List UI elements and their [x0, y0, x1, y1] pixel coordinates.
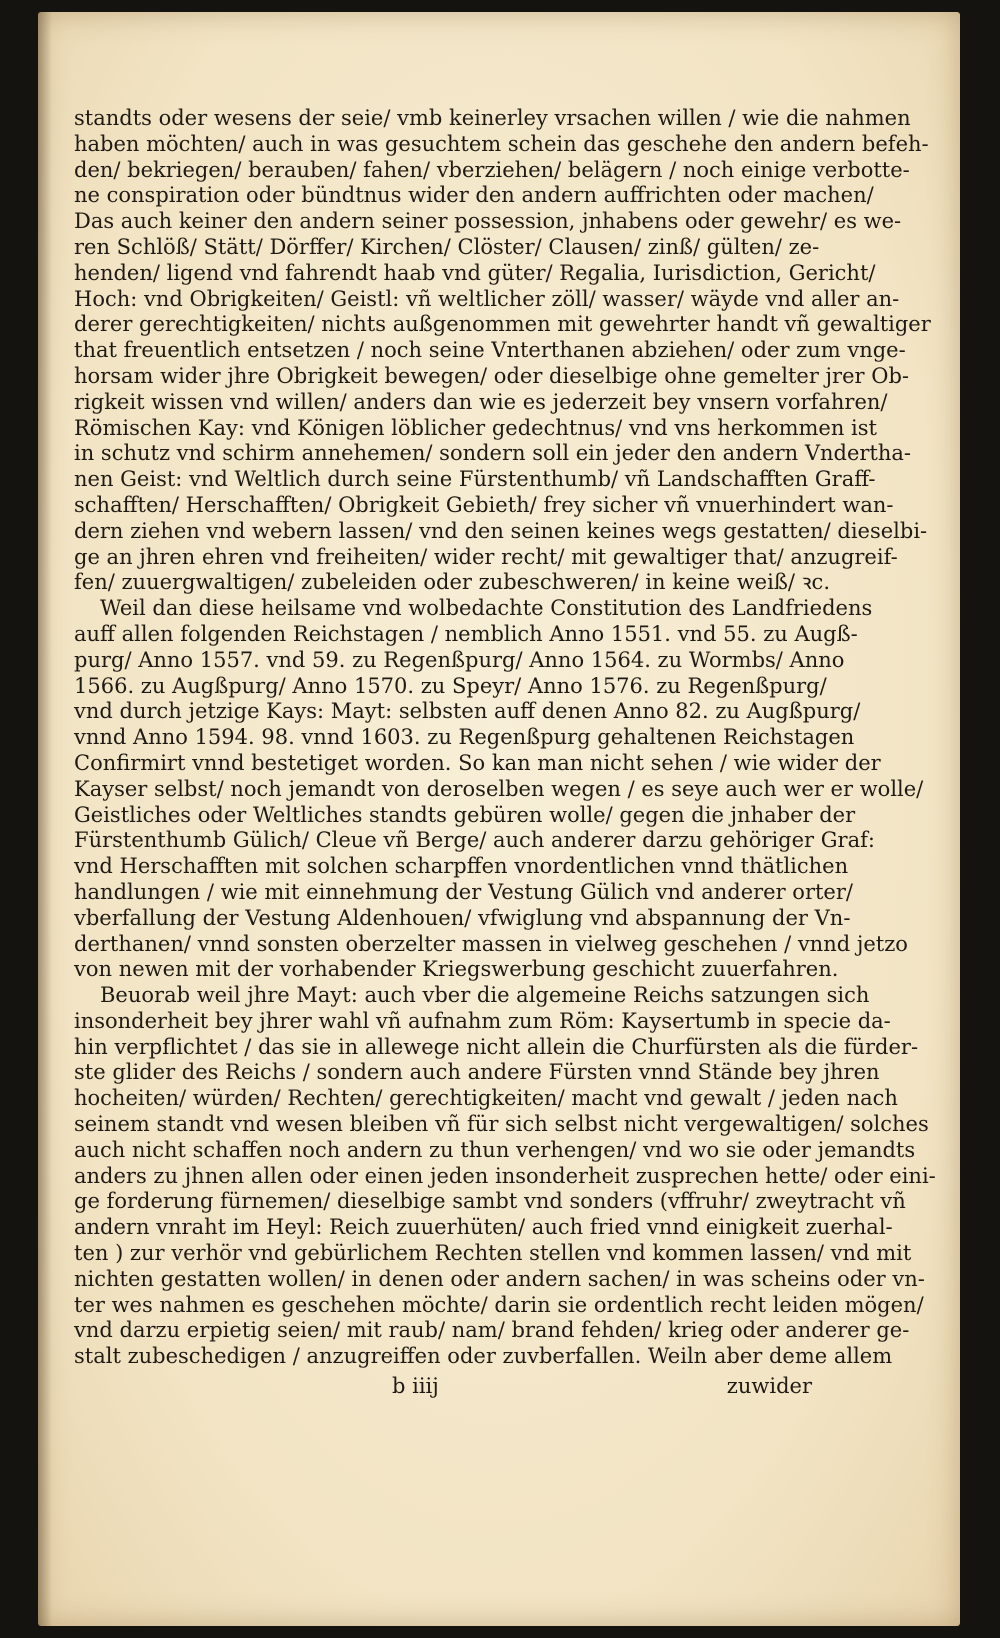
- text-line: auch nicht schaffen noch andern zu thun verhengen/ vnd wo sie oder jemandts: [74, 1137, 916, 1162]
- text-line: vnd darzu erpietig seien/ mit raub/ nam/ brand fehden/ krieg oder anderer ge-: [74, 1318, 910, 1343]
- text-line: Weil dan diese heilsame vnd wolbedachte Constitution des Landfriedens: [100, 596, 873, 621]
- text-line: ren Schlöß/ Stätt/ Dörffer/ Kirchen/ Clöster/ Clausen/ zinß/ gülten/ ze-: [74, 234, 820, 259]
- text-line: vberfallung der Vestung Aldenhouen/ vfwiglung vnd abspannung der Vn-: [74, 905, 851, 930]
- text-line: henden/ ligend vnd fahrendt haab vnd güter/ Regalia, Iurisdiction, Gericht/: [74, 260, 876, 285]
- text-line: ter wes nahmen es geschehen möchte/ darin sie ordentlich recht leiden mögen/: [74, 1292, 924, 1317]
- text-line: standts oder wesens der seie/ vmb keinerley vrsachen willen / wie die nahmen: [74, 106, 911, 130]
- book-page: [38, 12, 960, 1626]
- text-line: Fürstenthumb Gülich/ Cleue vñ Berge/ auch anderer darzu gehöriger Graf:: [74, 828, 875, 853]
- text-line: nichten gestatten wollen/ in denen oder andern sachen/ in was scheins oder vn-: [74, 1266, 925, 1291]
- text-line: andern vnraht im Heyl: Reich zuuerhüten/ auch fried vnnd einigkeit zuerhal-: [74, 1215, 893, 1240]
- text-line: ge an jhren ehren vnd freiheiten/ wider recht/ mit gewaltiger that/ anzugreif-: [74, 544, 898, 569]
- text-line: hin verpflichtet / das sie in allewege nicht allein die Churfürsten als die fürder-: [74, 1034, 919, 1059]
- text-line: haben möchten/ auch in was gesuchtem schein das geschehe den andern befeh-: [74, 131, 929, 156]
- text-line: Römischen Kay: vnd Königen löblicher gedechtnus/ vnd vns herkommen ist: [74, 415, 877, 440]
- text-line: seinem standt vnd wesen bleiben vñ für sich selbst nicht vergewaltigen/ solches: [74, 1112, 929, 1137]
- text-line: fen/ zuuergwaltigen/ zubeleiden oder zubeschweren/ in keine weiß/ ꝛc.: [74, 570, 830, 595]
- text-line: purg/ Anno 1557. vnd 59. zu Regenßpurg/ Anno 1564. zu Wormbs/ Anno: [74, 647, 845, 672]
- text-line: derer gerechtigkeiten/ nichts außgenommen mit gewehrter handt vñ gewaltiger: [74, 312, 931, 337]
- text-line: schafften/ Herschafften/ Obrigkeit Gebieth/ frey sicher vñ vnuerhindert wan-: [74, 492, 894, 517]
- text-line: Confirmirt vnnd bestetiget worden. So kan man nicht sehen / wie wider der: [74, 750, 881, 775]
- page-footer: [74, 1374, 812, 1402]
- text-line: ne conspiration oder bündtnus wider den andern auffrichten oder machen/: [74, 183, 874, 208]
- text-line: vnd durch jetzige Kays: Mayt: selbsten auff denen Anno 82. zu Augßpurg/: [74, 699, 861, 724]
- text-line: in schutz vnd schirm annehemen/ sondern soll ein jeder den andern Vndertha-: [74, 441, 912, 466]
- text-line: anders zu jhnen allen oder einen jeden insonderheit zusprechen hette/ oder eini-: [74, 1163, 936, 1188]
- text-line: derthanen/ vnnd sonsten oberzelter massen in vielweg geschehen / vnnd jetzo: [74, 931, 908, 956]
- text-line: ten ) zur verhör vnd gebürlichem Rechten stellen vnd kommen lassen/ vnd mit: [74, 1241, 912, 1266]
- text-line: vnd Herschafften mit solchen scharpffen vnordentlichen vnnd thätlichen: [74, 854, 849, 879]
- text-line: auff allen folgenden Reichstagen / nemblich Anno 1551. vnd 55. zu Augß-: [74, 621, 858, 646]
- catchword: zuwider: [726, 1374, 812, 1398]
- text-line: hocheiten/ würden/ Rechten/ gerechtigkeiten/ macht vnd gewalt / jeden nach: [74, 1086, 898, 1111]
- text-block: [74, 106, 936, 1370]
- text-line: vnnd Anno 1594. 98. vnnd 1603. zu Regenßpurg gehaltenen Reichstagen: [74, 725, 855, 750]
- text-line: stalt zubeschedigen / anzugreiffen oder zuvberfallen. Weiln aber deme allem: [74, 1344, 893, 1369]
- signature-mark: b iiij: [392, 1374, 439, 1398]
- text-line: horsam wider jhre Obrigkeit bewegen/ oder dieselbige ohne gemelter jrer Ob-: [74, 363, 909, 388]
- text-line: 1566. zu Augßpurg/ Anno 1570. zu Speyr/ Anno 1576. zu Regenßpurg/: [74, 673, 827, 698]
- page-spine-shadow: [38, 12, 52, 1626]
- text-line: von newen mit der vorhabender Kriegswerbung geschicht zuuerfahren.: [74, 957, 839, 982]
- text-line: Kayser selbst/ noch jemandt von deroselben wegen / es seye auch wer er wolle/: [74, 776, 924, 801]
- text-line: ge forderung fürnemen/ dieselbige sambt vnd sonders (vffruhr/ zweytracht vñ: [74, 1189, 906, 1214]
- text-line: ste glider des Reichs / sondern auch andere Fürsten vnnd Stände bey jhren: [74, 1060, 880, 1085]
- text-line: rigkeit wissen vnd willen/ anders dan wie es jederzeit bey vnsern vorfahren/: [74, 389, 888, 414]
- text-line: den/ bekriegen/ berauben/ fahen/ vberziehen/ belägern / noch einige verbotte-: [74, 157, 910, 182]
- text-line: Hoch: vnd Obrigkeiten/ Geistl: vñ weltlicher zöll/ wasser/ wäyde vnd aller an-: [74, 286, 900, 311]
- text-line: handlungen / wie mit einnehmung der Vestung Gülich vnd anderer orter/: [74, 879, 853, 904]
- text-line: Das auch keiner den andern seiner possession, jnhabens oder gewehr/ es we-: [74, 209, 902, 234]
- text-line: that freuentlich entsetzen / noch seine Vnterthanen abziehen/ oder zum vnge-: [74, 338, 906, 363]
- text-line: Beuorab weil jhre Mayt: auch vber die algemeine Reichs satzungen sich: [100, 983, 870, 1008]
- text-line: Geistliches oder Weltliches standts gebüren wolle/ gegen die jnhaber der: [74, 802, 856, 827]
- text-line: nen Geist: vnd Weltlich durch seine Fürstenthumb/ vñ Landschafften Graff-: [74, 467, 876, 492]
- text-line: insonderheit bey jhrer wahl vñ aufnahm zum Röm: Kaysertumb in specie da-: [74, 1008, 891, 1033]
- text-line: dern ziehen vnd webern lassen/ vnd den seinen keines wegs gestatten/ dieselbi-: [74, 518, 928, 543]
